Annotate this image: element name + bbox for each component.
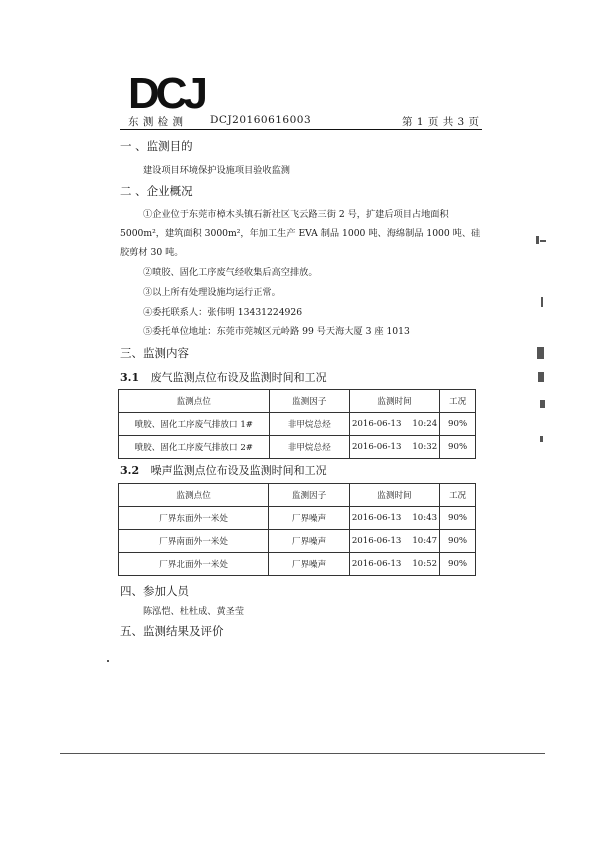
- table-row: [119, 553, 476, 576]
- table-cell: 非甲烷总烃: [269, 436, 349, 459]
- scan-speck: [538, 372, 544, 382]
- table-cell: 2016-06-13 10:24: [349, 413, 439, 436]
- section-2-p5: ⑤委托单位地址：东莞市莞城区元岭路 99 号天海大厦 3 座 1013: [143, 326, 410, 337]
- section-3-title: 三、监测内容: [120, 346, 189, 360]
- table-cell: 90%: [440, 530, 476, 553]
- section-4-text: 陈泓恺、杜杜成、黄圣莹: [143, 606, 245, 617]
- table-cell: 厂界东面外一米处: [119, 507, 269, 530]
- table-cell: 喷胶、固化工序废气排放口 2#: [119, 436, 270, 459]
- table-cell: 厂界北面外一米处: [119, 553, 269, 576]
- footer-rule: [60, 753, 545, 754]
- scan-speck: [107, 660, 109, 662]
- header-org: 东 测 检 测: [128, 116, 184, 128]
- table-cell: 90%: [440, 553, 476, 576]
- table-cell: 2016-06-13 10:43: [349, 507, 439, 530]
- page-info: 第 1 页 共 3 页: [402, 116, 480, 128]
- scan-speck: [540, 240, 546, 242]
- scan-speck: [540, 436, 543, 442]
- section-2-p3: ③以上所有处理设施均运行正常。: [143, 287, 281, 298]
- table-cell: 90%: [440, 507, 476, 530]
- section-2-p2: ②喷胶、固化工序废气经收集后高空排放。: [143, 267, 318, 278]
- section-1-text: 建设项目环境保护设施项目验收监测: [143, 165, 290, 176]
- table-cell: 厂界南面外一米处: [119, 530, 269, 553]
- section-3-1-heading: 3.1 废气监测点位布设及监测时间和工况: [120, 371, 327, 384]
- scan-speck: [541, 297, 543, 307]
- table-cell: 喷胶、固化工序废气排放口 1#: [119, 413, 270, 436]
- table-cell: 厂界噪声: [269, 507, 350, 530]
- section-1-title: 一 、监测目的: [120, 139, 193, 153]
- table-header-cell: 监测因子: [269, 390, 349, 413]
- section-2-p1-line3: 胶剪材 30 吨。: [120, 247, 184, 258]
- table-cell: 2016-06-13 10:52: [349, 553, 439, 576]
- scan-speck: [536, 236, 539, 244]
- section-2-p4: ④委托联系人：张伟明 13431224926: [143, 307, 303, 318]
- table-row: [119, 507, 476, 530]
- section-5-title: 五、监测结果及评价: [120, 624, 224, 638]
- header-rule: [120, 129, 482, 130]
- section-4-title: 四、参加人员: [120, 584, 189, 598]
- section-2-title: 二 、企业概况: [120, 184, 193, 198]
- svg-text:DCJ: DCJ: [128, 72, 205, 112]
- section-3-2-heading: 3.2 噪声监测点位布设及监测时间和工况: [120, 464, 327, 477]
- table-header-cell: 监测因子: [269, 484, 350, 507]
- table-header-cell: 工况: [440, 484, 476, 507]
- table-cell: 2016-06-13 10:32: [349, 436, 439, 459]
- table-cell: 90%: [440, 413, 476, 436]
- table-header-cell: 监测点位: [119, 484, 269, 507]
- table-row: [119, 530, 476, 553]
- section-2-p1-line2: 5000m²，建筑面积 3000m²，年加工生产 EVA 制品 1000 吨、海绵制品 1000 吨、硅: [120, 228, 481, 239]
- report-number: DCJ20160616003: [210, 114, 312, 126]
- table-header-cell: 工况: [440, 390, 476, 413]
- table-header-row: [119, 484, 476, 507]
- table-header-cell: 监测时间: [349, 390, 439, 413]
- table-cell: 90%: [440, 436, 476, 459]
- table-cell: 厂界噪声: [269, 530, 350, 553]
- table-cell: 2016-06-13 10:47: [349, 530, 439, 553]
- table-header-cell: 监测点位: [119, 390, 270, 413]
- table-noise: [118, 483, 476, 576]
- table-exhaust: [118, 389, 476, 459]
- table-cell: 厂界噪声: [269, 553, 350, 576]
- dcj-logo: [128, 72, 214, 112]
- scan-speck: [537, 347, 544, 359]
- table-header-row: [119, 390, 476, 413]
- section-2-p1-line1: ①企业位于东莞市樟木头镇石新社区飞云路三街 2 号，扩建后项目占地面积: [143, 209, 449, 220]
- table-cell: 非甲烷总烃: [269, 413, 349, 436]
- table-row: [119, 436, 476, 459]
- scan-speck: [540, 400, 545, 408]
- table-header-cell: 监测时间: [349, 484, 439, 507]
- table-row: [119, 413, 476, 436]
